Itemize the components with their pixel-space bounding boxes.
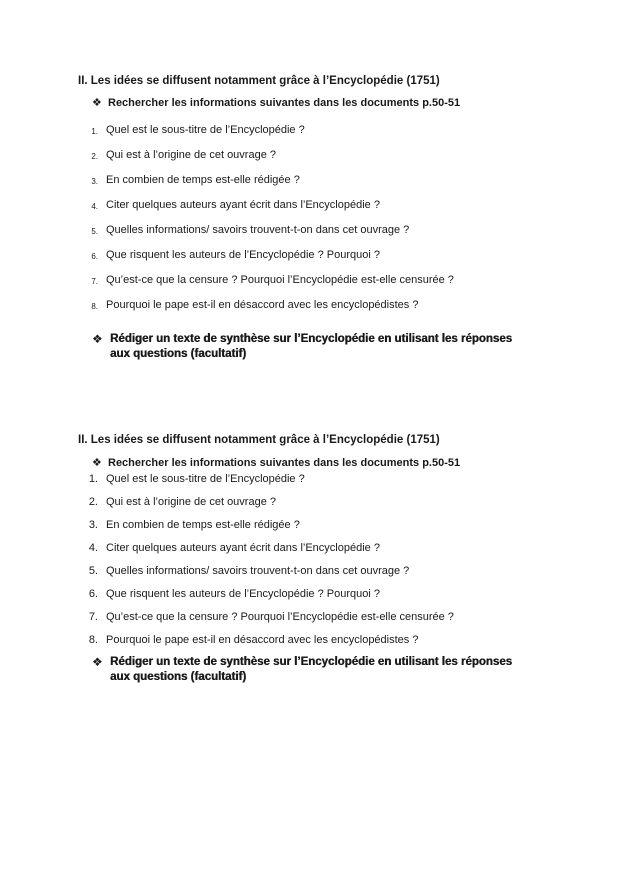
question-item xyxy=(78,495,548,509)
question-list xyxy=(78,123,548,314)
question-item xyxy=(78,148,548,164)
section-title: II. Les idées se diffusent notamment grâce à l’Encyclopédie (1751) xyxy=(78,434,440,446)
section-2 xyxy=(78,433,548,685)
question-text: En combien de temps est-elle rédigée ? xyxy=(106,519,300,531)
diamond-bullet-icon: ❖ xyxy=(92,332,103,346)
question-item xyxy=(78,564,548,578)
question-number: 6. xyxy=(88,588,98,600)
question-item xyxy=(78,123,548,139)
question-item xyxy=(78,273,548,289)
instruction xyxy=(92,456,548,470)
question-number: 6. xyxy=(91,252,98,261)
question-item xyxy=(78,518,548,532)
question-text: Quel est le sous-titre de l’Encyclopédie ? xyxy=(106,473,305,485)
question-number: 2. xyxy=(88,496,98,508)
question-text: Quelles informations/ savoirs trouvent-t-on dans cet ouvrage ? xyxy=(106,565,410,577)
question-list xyxy=(78,472,548,647)
question-text: Quelles informations/ savoirs trouvent-t-on dans cet ouvrage ? xyxy=(106,224,410,236)
question-number: 2. xyxy=(91,152,98,161)
question-number: 5. xyxy=(88,565,98,577)
question-item xyxy=(78,587,548,601)
section-1 xyxy=(78,74,548,362)
question-text: Qu’est-ce que la censure ? Pourquoi l’Encyclopédie est-elle censurée ? xyxy=(106,611,454,623)
question-text: Pourquoi le pape est-il en désaccord avec les encyclopédistes ? xyxy=(106,299,419,311)
synthesis-instruction xyxy=(92,332,548,362)
question-text: Citer quelques auteurs ayant écrit dans l’Encyclopédie ? xyxy=(106,542,380,554)
question-text: Qu’est-ce que la censure ? Pourquoi l’Encyclopédie est-elle censurée ? xyxy=(106,274,454,286)
question-number: 7. xyxy=(88,611,98,623)
question-number: 4. xyxy=(88,542,98,554)
question-number: 4. xyxy=(91,202,98,211)
question-item xyxy=(78,223,548,239)
question-number: 7. xyxy=(91,277,98,286)
question-item xyxy=(78,298,548,314)
question-number: 8. xyxy=(88,634,98,646)
question-text: Que risquent les auteurs de l’Encyclopédie ? Pourquoi ? xyxy=(106,588,380,600)
question-item xyxy=(78,198,548,214)
instruction-text: Rechercher les informations suivantes dans les documents p.50-51 xyxy=(108,457,461,469)
question-text: Pourquoi le pape est-il en désaccord avec les encyclopédistes ? xyxy=(106,634,419,646)
diamond-bullet-icon: ❖ xyxy=(92,97,102,109)
question-text: Quel est le sous-titre de l’Encyclopédie ? xyxy=(106,124,305,136)
diamond-bullet-icon: ❖ xyxy=(92,457,102,469)
question-item xyxy=(78,633,548,647)
instruction-text: Rechercher les informations suivantes dans les documents p.50-51 xyxy=(108,97,461,109)
question-text: Que risquent les auteurs de l’Encyclopédie ? Pourquoi ? xyxy=(106,249,380,261)
question-number: 1. xyxy=(91,127,98,136)
question-text: Qui est à l’origine de cet ouvrage ? xyxy=(106,149,276,161)
question-item xyxy=(78,173,548,189)
synthesis-text: Rédiger un texte de synthèse sur l’Encyclopédie en utilisant les réponses aux questions (facultatif) xyxy=(110,656,512,683)
question-number: 1. xyxy=(88,473,98,485)
question-item xyxy=(78,610,548,624)
question-number: 5. xyxy=(91,227,98,236)
instruction xyxy=(92,96,548,110)
synthesis-text: Rédiger un texte de synthèse sur l’Encyclopédie en utilisant les réponses aux questions (facultatif) xyxy=(110,333,512,360)
question-item xyxy=(78,541,548,555)
synthesis-instruction xyxy=(92,655,548,685)
question-item xyxy=(78,248,548,264)
diamond-bullet-icon: ❖ xyxy=(92,655,103,669)
question-number: 3. xyxy=(88,519,98,531)
question-number: 8. xyxy=(91,302,98,311)
question-number: 3. xyxy=(91,177,98,186)
question-item xyxy=(78,472,548,486)
question-text: Qui est à l’origine de cet ouvrage ? xyxy=(106,496,276,508)
question-text: Citer quelques auteurs ayant écrit dans l’Encyclopédie ? xyxy=(106,199,380,211)
question-text: En combien de temps est-elle rédigée ? xyxy=(106,174,300,186)
section-title: II. Les idées se diffusent notamment grâce à l’Encyclopédie (1751) xyxy=(78,75,440,87)
